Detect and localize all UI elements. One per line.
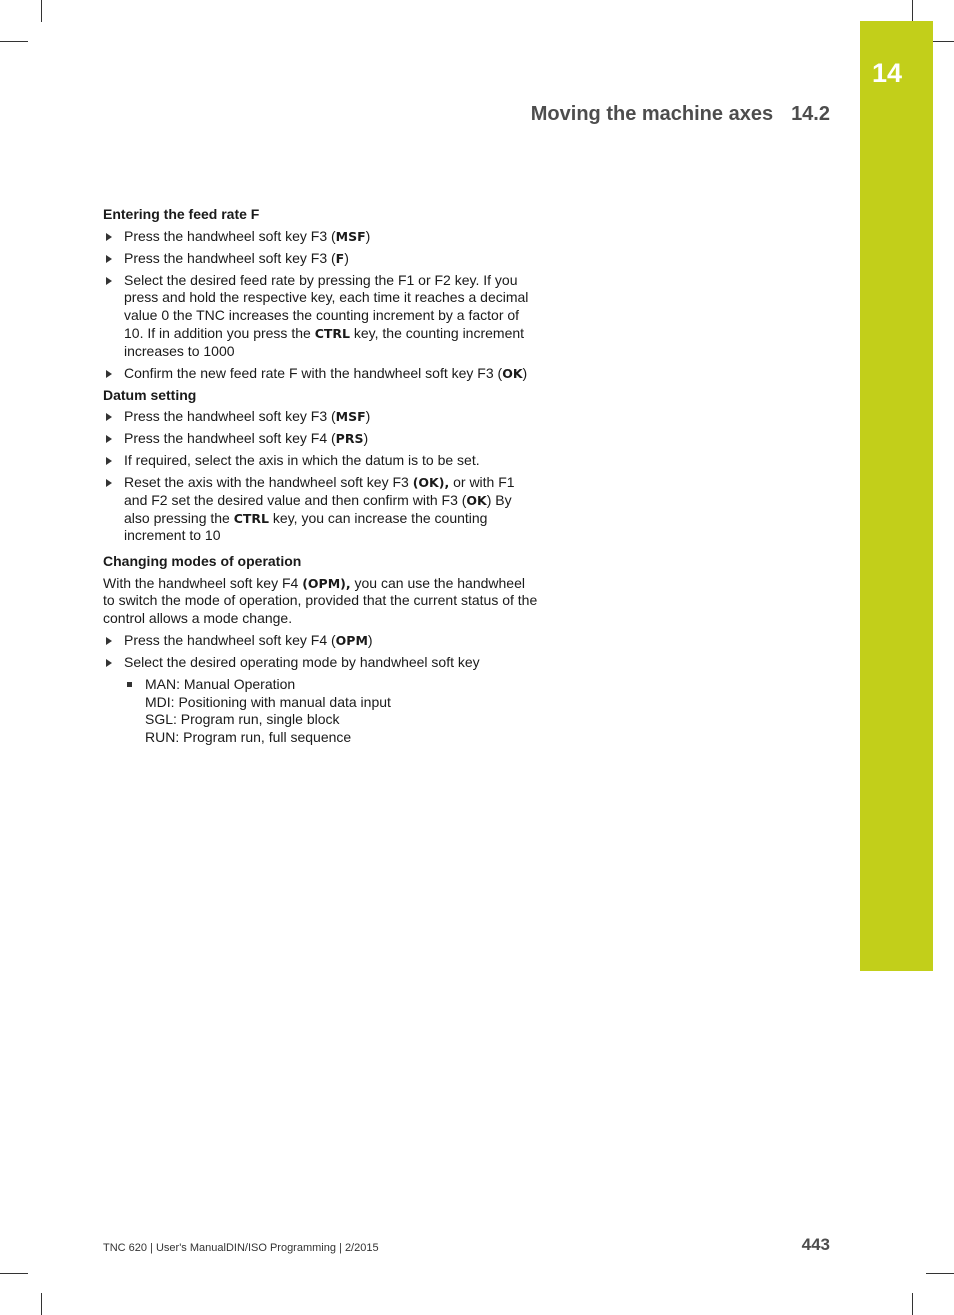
mode-option: SGL: Program run, single block bbox=[145, 711, 340, 728]
modes-heading: Changing modes of operation bbox=[103, 553, 302, 570]
arrow-bullet-icon bbox=[106, 370, 112, 378]
arrow-bullet-icon bbox=[106, 637, 112, 645]
running-head bbox=[531, 103, 830, 126]
arrow-bullet-icon bbox=[106, 435, 112, 443]
soft-key: OK bbox=[466, 492, 487, 508]
arrow-bullet-icon bbox=[106, 277, 112, 285]
list-item: Reset the axis with the handwheel soft key F3 (OK), or with F1 and F2 set the desired value and then confirm with F3 (OK) By also pressing the CTRL key, you can increase the counting increment to 10 bbox=[103, 474, 539, 545]
arrow-bullet-icon bbox=[106, 413, 112, 421]
list-item: Select the desired feed rate by pressing the F1 or F2 key. If you press and hold the respective key, each time it reaches a decimal value 0 the TNC increases the counting increment by a factor of 10. If in addition you press the CTRL key, the counting increment increases to 1000 bbox=[103, 272, 539, 361]
square-bullet-icon bbox=[127, 682, 132, 687]
chapter-number: 14 bbox=[872, 58, 903, 88]
list-item: Press the handwheel soft key F4 (PRS) bbox=[103, 430, 539, 448]
feed-rate-steps bbox=[103, 228, 539, 383]
arrow-bullet-icon bbox=[106, 233, 112, 241]
mode-option: RUN: Program run, full sequence bbox=[145, 728, 352, 745]
datum-steps bbox=[103, 408, 539, 545]
soft-key: MSF bbox=[335, 228, 366, 244]
soft-key: PRS bbox=[335, 431, 364, 447]
mode-option-block bbox=[145, 676, 539, 747]
chapter-tab bbox=[860, 21, 933, 971]
arrow-bullet-icon bbox=[106, 479, 112, 487]
main-content bbox=[103, 206, 539, 747]
modes-steps bbox=[103, 632, 539, 672]
list-item: Press the handwheel soft key F3 (MSF) bbox=[103, 408, 539, 426]
datum-heading: Datum setting bbox=[103, 386, 197, 403]
modes-intro: With the handwheel soft key F4 (OPM), you can use the handwheel to switch the mode of operation, provided that the current status of the control allows a mode change. bbox=[103, 574, 538, 627]
soft-key: OPM bbox=[335, 632, 368, 648]
list-item: If required, select the axis in which the datum is to be set. bbox=[103, 452, 539, 470]
mode-option: MAN: Manual Operation bbox=[145, 675, 296, 692]
list-item: Confirm the new feed rate F with the handwheel soft key F3 (OK) bbox=[103, 365, 539, 383]
soft-key: (OK), bbox=[412, 475, 450, 491]
crop-mark-bottom-right-v bbox=[912, 1293, 913, 1315]
arrow-bullet-icon bbox=[106, 659, 112, 667]
footer-text: TNC 620 | User's ManualDIN/ISO Programming | 2/2015 bbox=[103, 1242, 379, 1254]
soft-key: MSF bbox=[335, 409, 366, 425]
crop-mark-bottom-right-h bbox=[926, 1273, 954, 1274]
soft-key: (OPM), bbox=[302, 575, 351, 591]
soft-key: CTRL bbox=[233, 510, 270, 526]
arrow-bullet-icon bbox=[106, 457, 112, 465]
mode-options bbox=[103, 676, 539, 747]
crop-mark-bottom-left-v bbox=[41, 1293, 42, 1315]
soft-key: CTRL bbox=[314, 325, 350, 341]
page-number: 443 bbox=[801, 1235, 830, 1254]
running-head-title: Moving the machine axes bbox=[530, 103, 774, 125]
list-item: Press the handwheel soft key F4 (OPM) bbox=[103, 632, 539, 650]
list-item: Select the desired operating mode by handwheel soft key bbox=[103, 654, 539, 672]
arrow-bullet-icon bbox=[106, 255, 112, 263]
list-item: Press the handwheel soft key F3 (MSF) bbox=[103, 228, 539, 246]
crop-mark-top-left-v bbox=[41, 0, 42, 22]
soft-key: OK bbox=[502, 365, 523, 381]
crop-mark-bottom-left-h bbox=[0, 1273, 28, 1274]
crop-mark-top-left-h bbox=[0, 41, 28, 42]
crop-mark-top-right-v bbox=[912, 0, 913, 22]
soft-key: F bbox=[335, 250, 345, 266]
running-head-section: 14.2 bbox=[791, 103, 830, 125]
list-item: Press the handwheel soft key F3 (F) bbox=[103, 250, 539, 268]
mode-option: MDI: Positioning with manual data input bbox=[145, 693, 391, 710]
feed-rate-heading: Entering the feed rate F bbox=[103, 206, 260, 222]
